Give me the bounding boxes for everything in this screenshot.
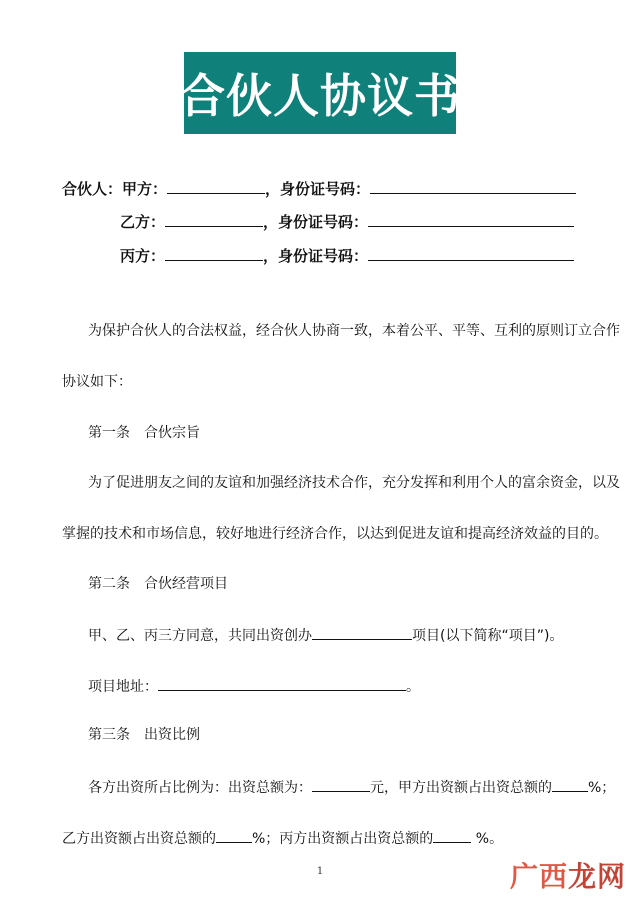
article-2-text-b: 项目(以下简称“项目”)。	[412, 628, 564, 644]
document-title-banner	[179, 52, 461, 134]
article-1-line-2: 掌握的技术和市场信息，较好地进行经济合作，以达到促进友谊和提高经济效益的目的。	[62, 526, 608, 542]
project-address-blank[interactable]	[158, 676, 406, 691]
project-name-blank[interactable]	[312, 625, 412, 640]
total-capital-blank[interactable]	[312, 777, 370, 792]
article-2-text-a: 甲、乙、丙三方同意，共同出资创办	[88, 628, 312, 644]
party-a-share-blank[interactable]	[552, 777, 588, 792]
article-1-line-1: 为了促进朋友之间的友谊和加强经济技术合作，充分发挥和利用个人的富余资金，以及	[88, 475, 620, 491]
article-3-text-d: 乙方出资额占出资总额的	[62, 831, 216, 847]
partners-label: 合伙人：	[62, 180, 123, 198]
party-c-share-blank[interactable]	[433, 828, 471, 843]
article-3-text-e: %；丙方出资额占出资总额的	[252, 831, 434, 847]
party-c-id-blank[interactable]	[368, 246, 574, 261]
article-3-line-2	[62, 828, 503, 848]
watermark-text-b: 龙网	[567, 860, 626, 893]
party-b-id-label: ，身份证号码：	[263, 213, 369, 231]
article-2-heading: 第二条 合伙经营项目	[88, 576, 228, 592]
party-c-id-label: ，身份证号码：	[263, 247, 369, 265]
party-a-id-blank[interactable]	[370, 179, 576, 194]
article-2-line-1	[88, 625, 563, 645]
party-b-name-blank[interactable]	[165, 212, 263, 227]
article-3-heading: 第三条 出资比例	[88, 727, 200, 743]
intro-line-1: 为保护合伙人的合法权益，经合伙人协商一致，本着公平、平等、互利的原则订立合作	[88, 323, 620, 339]
project-address-end: 。	[406, 679, 420, 695]
party-c-name: 丙方：	[120, 247, 166, 265]
party-c-name-blank[interactable]	[165, 246, 263, 261]
party-b-name: 乙方：	[120, 213, 166, 231]
site-watermark	[510, 855, 626, 895]
party-row-a	[62, 179, 576, 198]
party-a-name: 甲方：	[122, 180, 168, 198]
intro-line-2: 协议如下：	[62, 374, 132, 390]
document-title: 合伙人协议书	[179, 69, 461, 123]
article-3-text-f: %。	[471, 831, 504, 847]
party-row-b	[120, 212, 574, 231]
article-1-heading: 第一条 合伙宗旨	[88, 425, 200, 441]
party-row-c	[120, 246, 574, 265]
article-3-text-a: 各方出资所占比例为：出资总额为：	[88, 780, 312, 796]
page-number: 1	[316, 866, 324, 877]
party-b-id-blank[interactable]	[368, 212, 574, 227]
project-address-label: 项目地址：	[88, 679, 158, 695]
article-3-text-c: %；	[588, 780, 616, 796]
party-a-id-label: ，身份证号码：	[265, 180, 371, 198]
article-3-line-1	[88, 777, 615, 797]
watermark-text-a: 广西	[509, 860, 568, 893]
article-3-text-b: 元，甲方出资额占出资总额的	[370, 780, 552, 796]
party-a-name-blank[interactable]	[167, 179, 265, 194]
party-b-share-blank[interactable]	[216, 828, 252, 843]
project-address-line	[88, 676, 420, 696]
